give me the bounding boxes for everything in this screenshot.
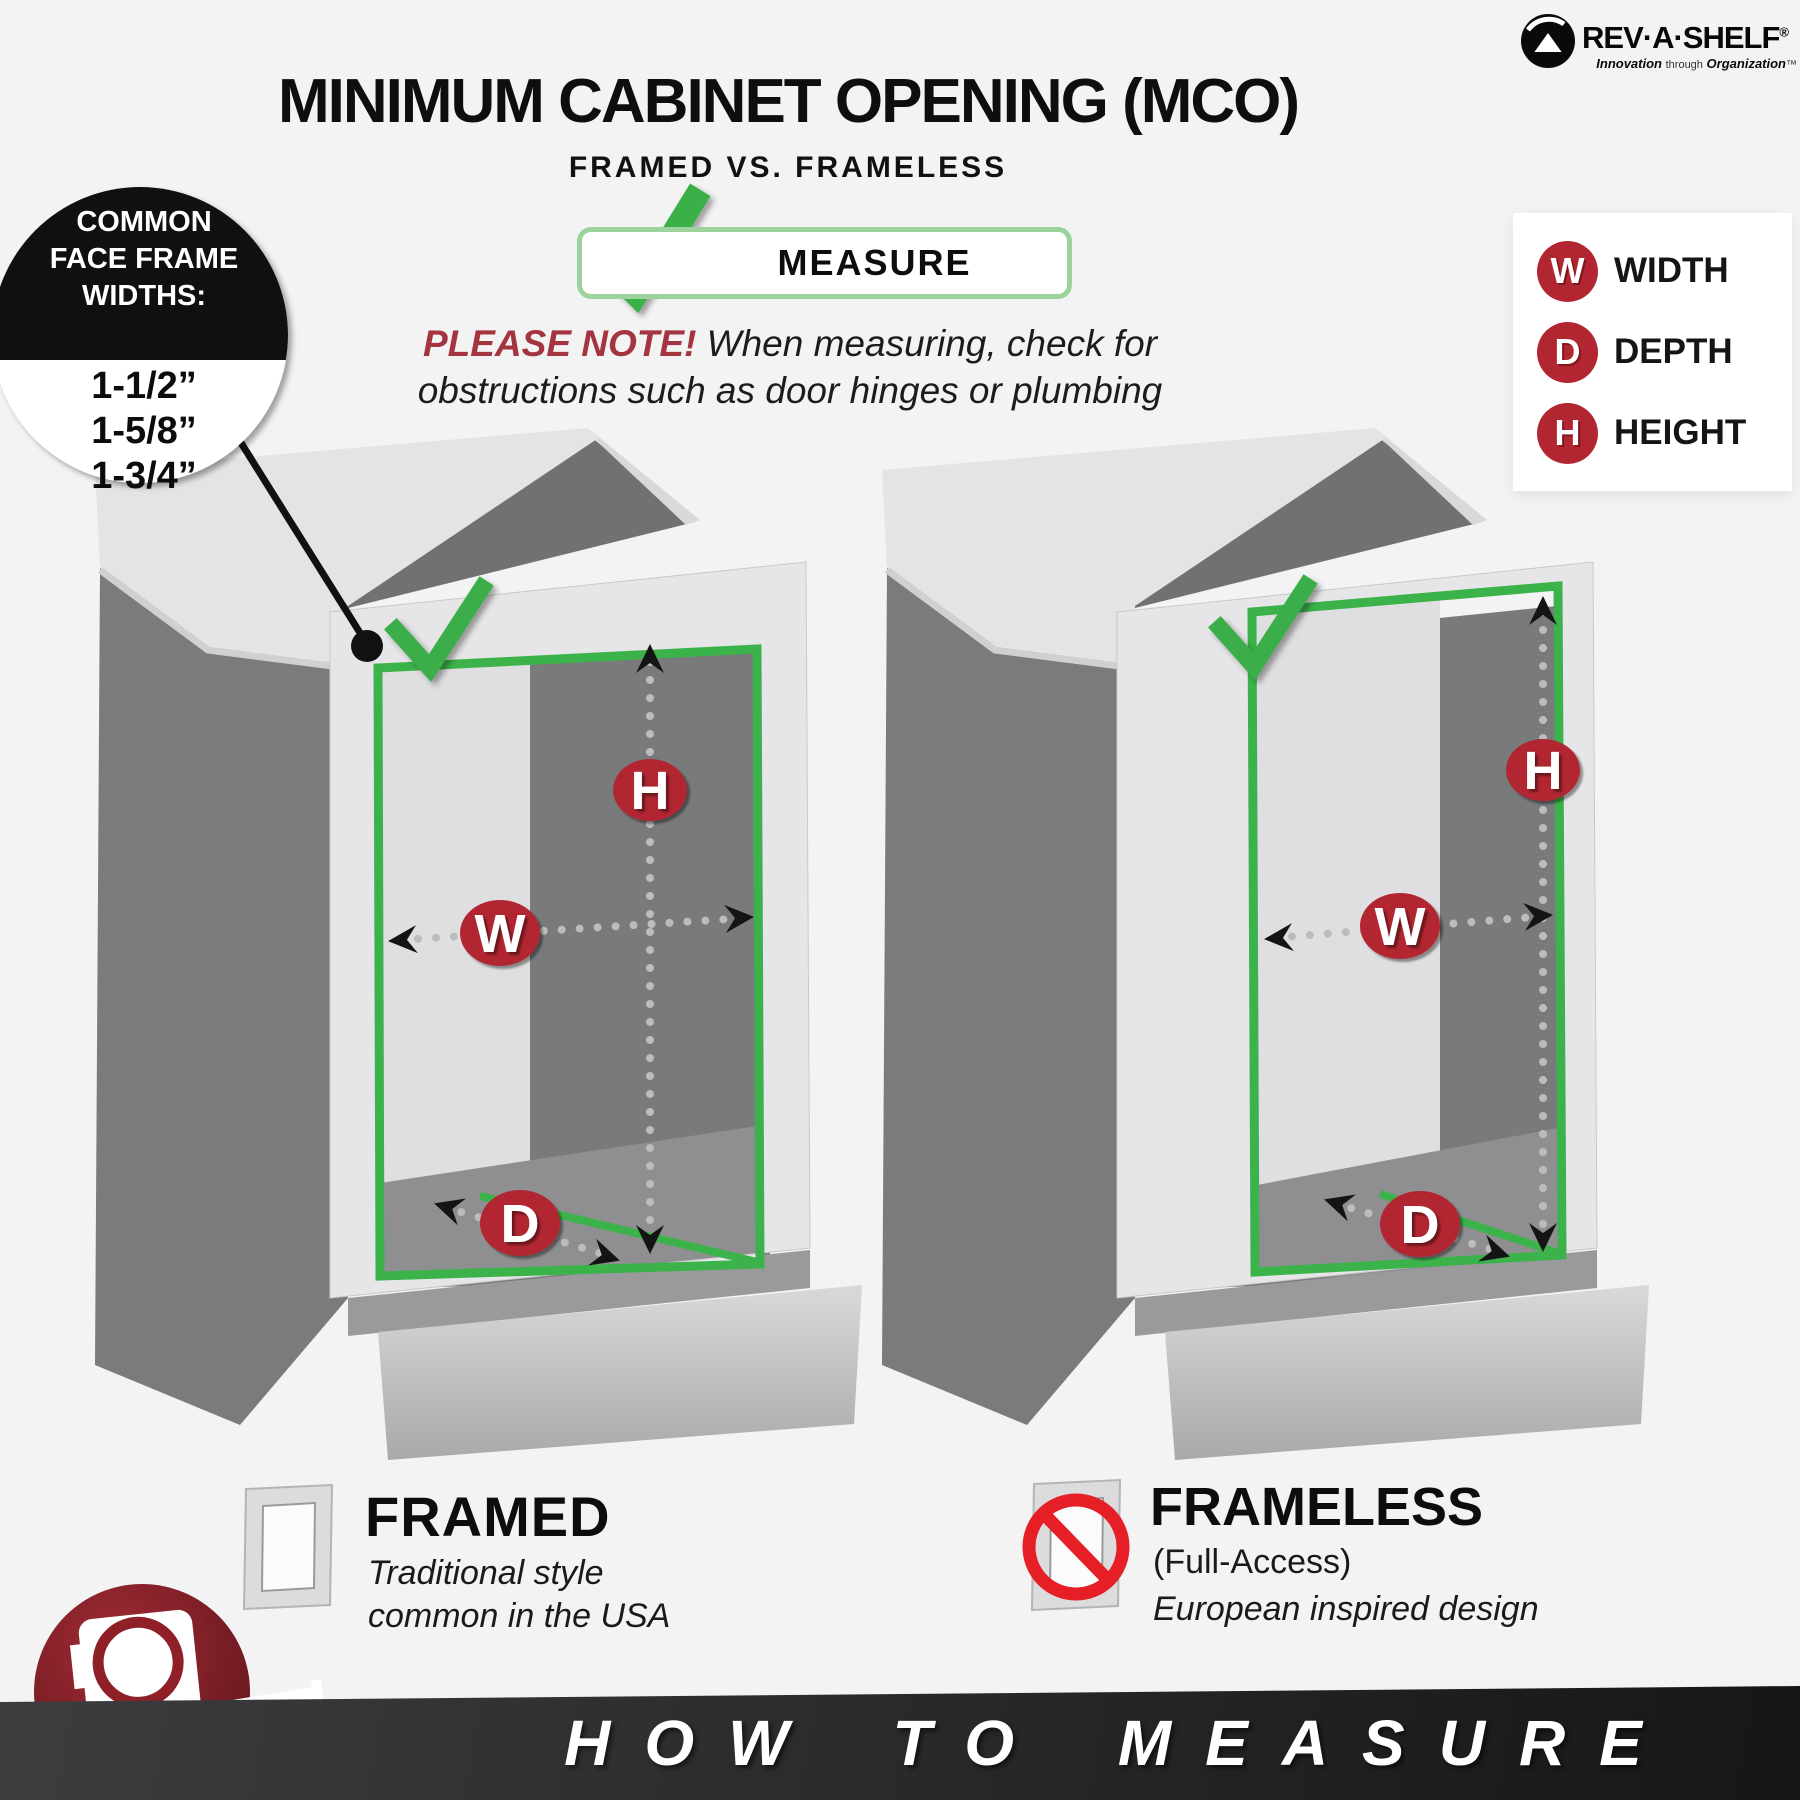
registered-mark: ® — [1779, 24, 1788, 40]
depth-legend-label: DEPTH — [1614, 332, 1733, 371]
frameless-title: FRAMELESS — [1150, 1477, 1484, 1537]
face-frame-widths-badge-title — [10, 204, 278, 315]
frameless-subtitle: (Full-Access) — [1153, 1543, 1352, 1581]
legend-row-width — [1537, 241, 1792, 302]
cabinet-framed-illustration — [95, 428, 862, 1460]
note-rest: When measuring, check for — [696, 323, 1158, 364]
note-text — [290, 320, 1290, 414]
frameless-cabinet-icon — [1029, 1480, 1123, 1610]
measure-label: MEASURE — [777, 242, 972, 283]
tagline-word: Innovation — [1596, 56, 1662, 71]
framed-cabinet-icon — [244, 1485, 332, 1609]
legend-row-height — [1537, 403, 1792, 464]
framed-desc-line: common in the USA — [368, 1597, 671, 1635]
width-legend-label: WIDTH — [1614, 251, 1729, 290]
note-line-1 — [290, 320, 1290, 367]
page-header — [0, 66, 1576, 185]
revashelf-logo-text — [1582, 20, 1788, 56]
frameless-description: European inspired design — [1153, 1590, 1539, 1628]
page-subtitle: FRAMED VS. FRAMELESS — [568, 151, 1008, 184]
badge-line: WIDTHS: — [81, 280, 207, 312]
tagline-word: through — [1665, 59, 1703, 71]
depth-marker-letter: D — [1400, 1195, 1440, 1255]
framed-desc-line: Traditional style — [368, 1554, 604, 1592]
height-marker-letter: H — [1523, 741, 1563, 801]
width-value: 1-5/8” — [91, 410, 197, 452]
depth-legend-icon: D — [1537, 322, 1598, 383]
framed-title: FRAMED — [365, 1485, 611, 1548]
note-line-2: obstructions such as door hinges or plumbing — [417, 370, 1163, 411]
width-marker-letter: W — [1374, 897, 1426, 957]
brand-name: REV·A·SHELF — [1582, 20, 1780, 55]
height-legend-label: HEIGHT — [1614, 413, 1747, 452]
badge-line: COMMON — [76, 206, 212, 238]
tagline-word: Organization — [1706, 56, 1786, 71]
measure-callout — [577, 227, 1072, 299]
logo-tagline — [1565, 56, 1797, 71]
footer-title: HOW TO MEASURE — [564, 1707, 1676, 1779]
face-frame-widths-values — [10, 364, 278, 499]
trademark: ™ — [1786, 59, 1797, 71]
note-emphasis: PLEASE NOTE! — [422, 323, 697, 364]
badge-line: FACE FRAME — [49, 243, 239, 275]
legend-row-depth — [1537, 322, 1792, 383]
width-value: 1-3/4” — [91, 455, 197, 497]
width-value: 1-1/2” — [91, 365, 197, 407]
framed-description — [368, 1552, 670, 1638]
dimension-legend — [1513, 213, 1792, 491]
height-legend-icon: H — [1537, 403, 1598, 464]
width-legend-icon: W — [1537, 241, 1598, 302]
page-title: MINIMUM CABINET OPENING (MCO) — [277, 67, 1299, 136]
cabinet-frameless-illustration — [882, 428, 1649, 1460]
depth-marker-letter: D — [500, 1194, 540, 1254]
height-marker-letter: H — [630, 761, 670, 821]
width-marker-letter: W — [474, 904, 526, 964]
